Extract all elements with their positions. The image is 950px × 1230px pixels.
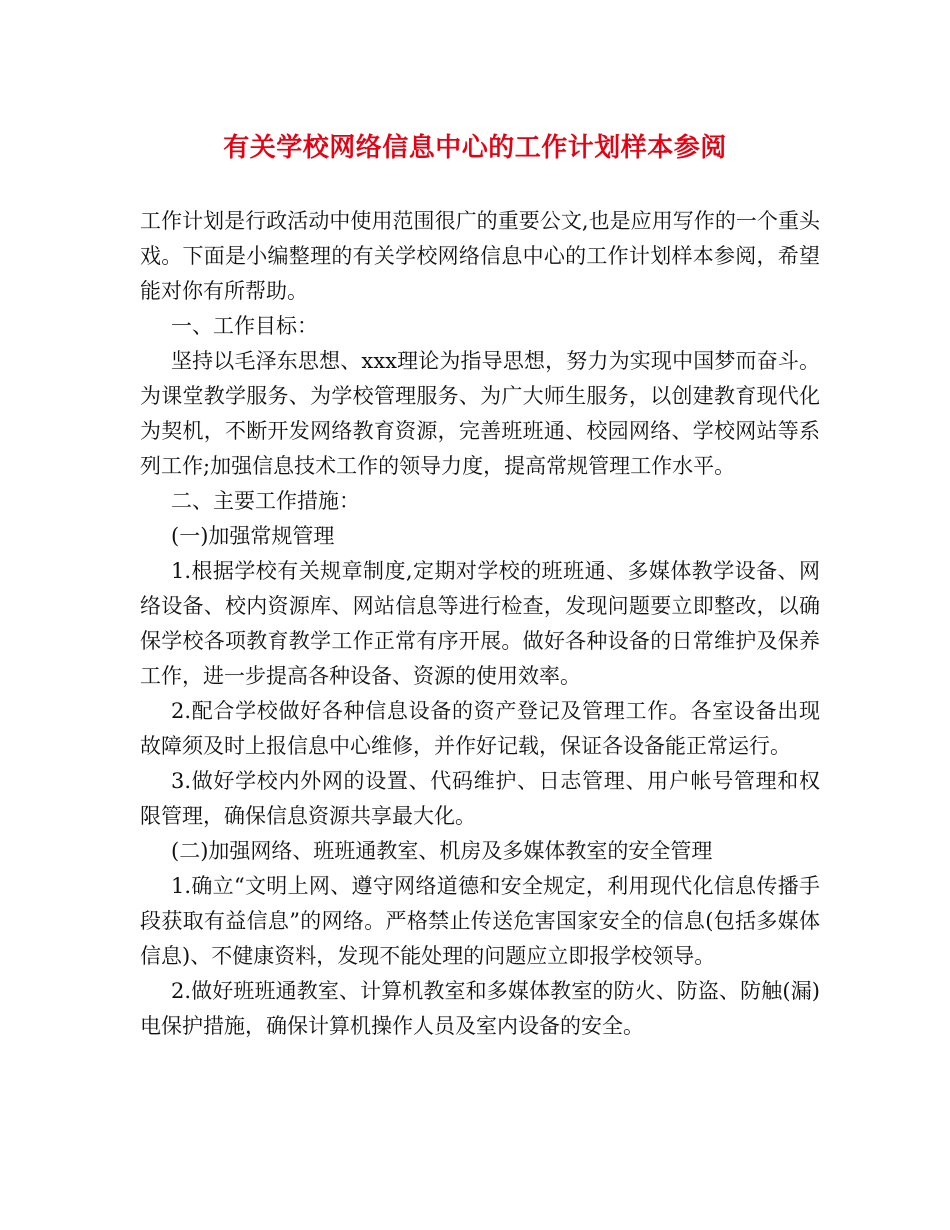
heading-work-goals: 一、工作目标： — [171, 314, 318, 338]
paragraph-security-item-1: 1.确立“文明上网、遵守网络道德和安全规定，利用现代化信息传播手段获取有益信息”的网络。严格禁止传送危害国家安全的信息(包括多媒体信息)、不健康资料，发现不能处理的问题应立即报学校领导。 — [140, 874, 820, 968]
document-body — [140, 204, 820, 1044]
paragraph-item-2: 2.配合学校做好各种信息设备的资产登记及管理工作。各室设备出现故障须及时上报信息中心维修，并作好记载，保证各设备能正常运行。 — [140, 699, 820, 758]
paragraph-security-item-2: 2.做好班班通教室、计算机教室和多媒体教室的防火、防盗、防触(漏)电保护措施，确保计算机操作人员及室内设备的安全。 — [140, 979, 820, 1038]
paragraph-intro: 工作计划是行政活动中使用范围很广的重要公文,也是应用写作的一个重头戏。下面是小编整理的有关学校网络信息中心的工作计划样本参阅，希望能对你有所帮助。 — [140, 209, 820, 303]
document-title: 有关学校网络信息中心的工作计划样本参阅 — [223, 133, 727, 163]
subheading-routine-management: (一)加强常规管理 — [171, 524, 335, 548]
paragraph-item-1: 1.根据学校有关规章制度,定期对学校的班班通、多媒体教学设备、网络设备、校内资源库、网站信息等进行检查，发现问题要立即整改，以确保学校各项教育教学工作正常有序开展。做好各种设备的日常维护及保养工作，进一步提高各种设备、资源的使用效率。 — [140, 559, 820, 688]
paragraph-item-3: 3.做好学校内外网的设置、代码维护、日志管理、用户帐号管理和权限管理，确保信息资源共享最大化。 — [140, 769, 820, 828]
paragraph-work-goals: 坚持以毛泽东思想、xxx理论为指导思想，努力为实现中国梦而奋斗。为课堂教学服务、为学校管理服务、为广大师生服务，以创建教育现代化为契机，不断开发网络教育资源，完善班班通、校园网络、学校网站等系列工作;加强信息技术工作的领导力度，提高常规管理工作水平。 — [140, 349, 820, 478]
subheading-security-management: (二)加强网络、班班通教室、机房及多媒体教室的安全管理 — [171, 839, 713, 863]
heading-main-measures: 二、主要工作措施： — [171, 489, 360, 513]
